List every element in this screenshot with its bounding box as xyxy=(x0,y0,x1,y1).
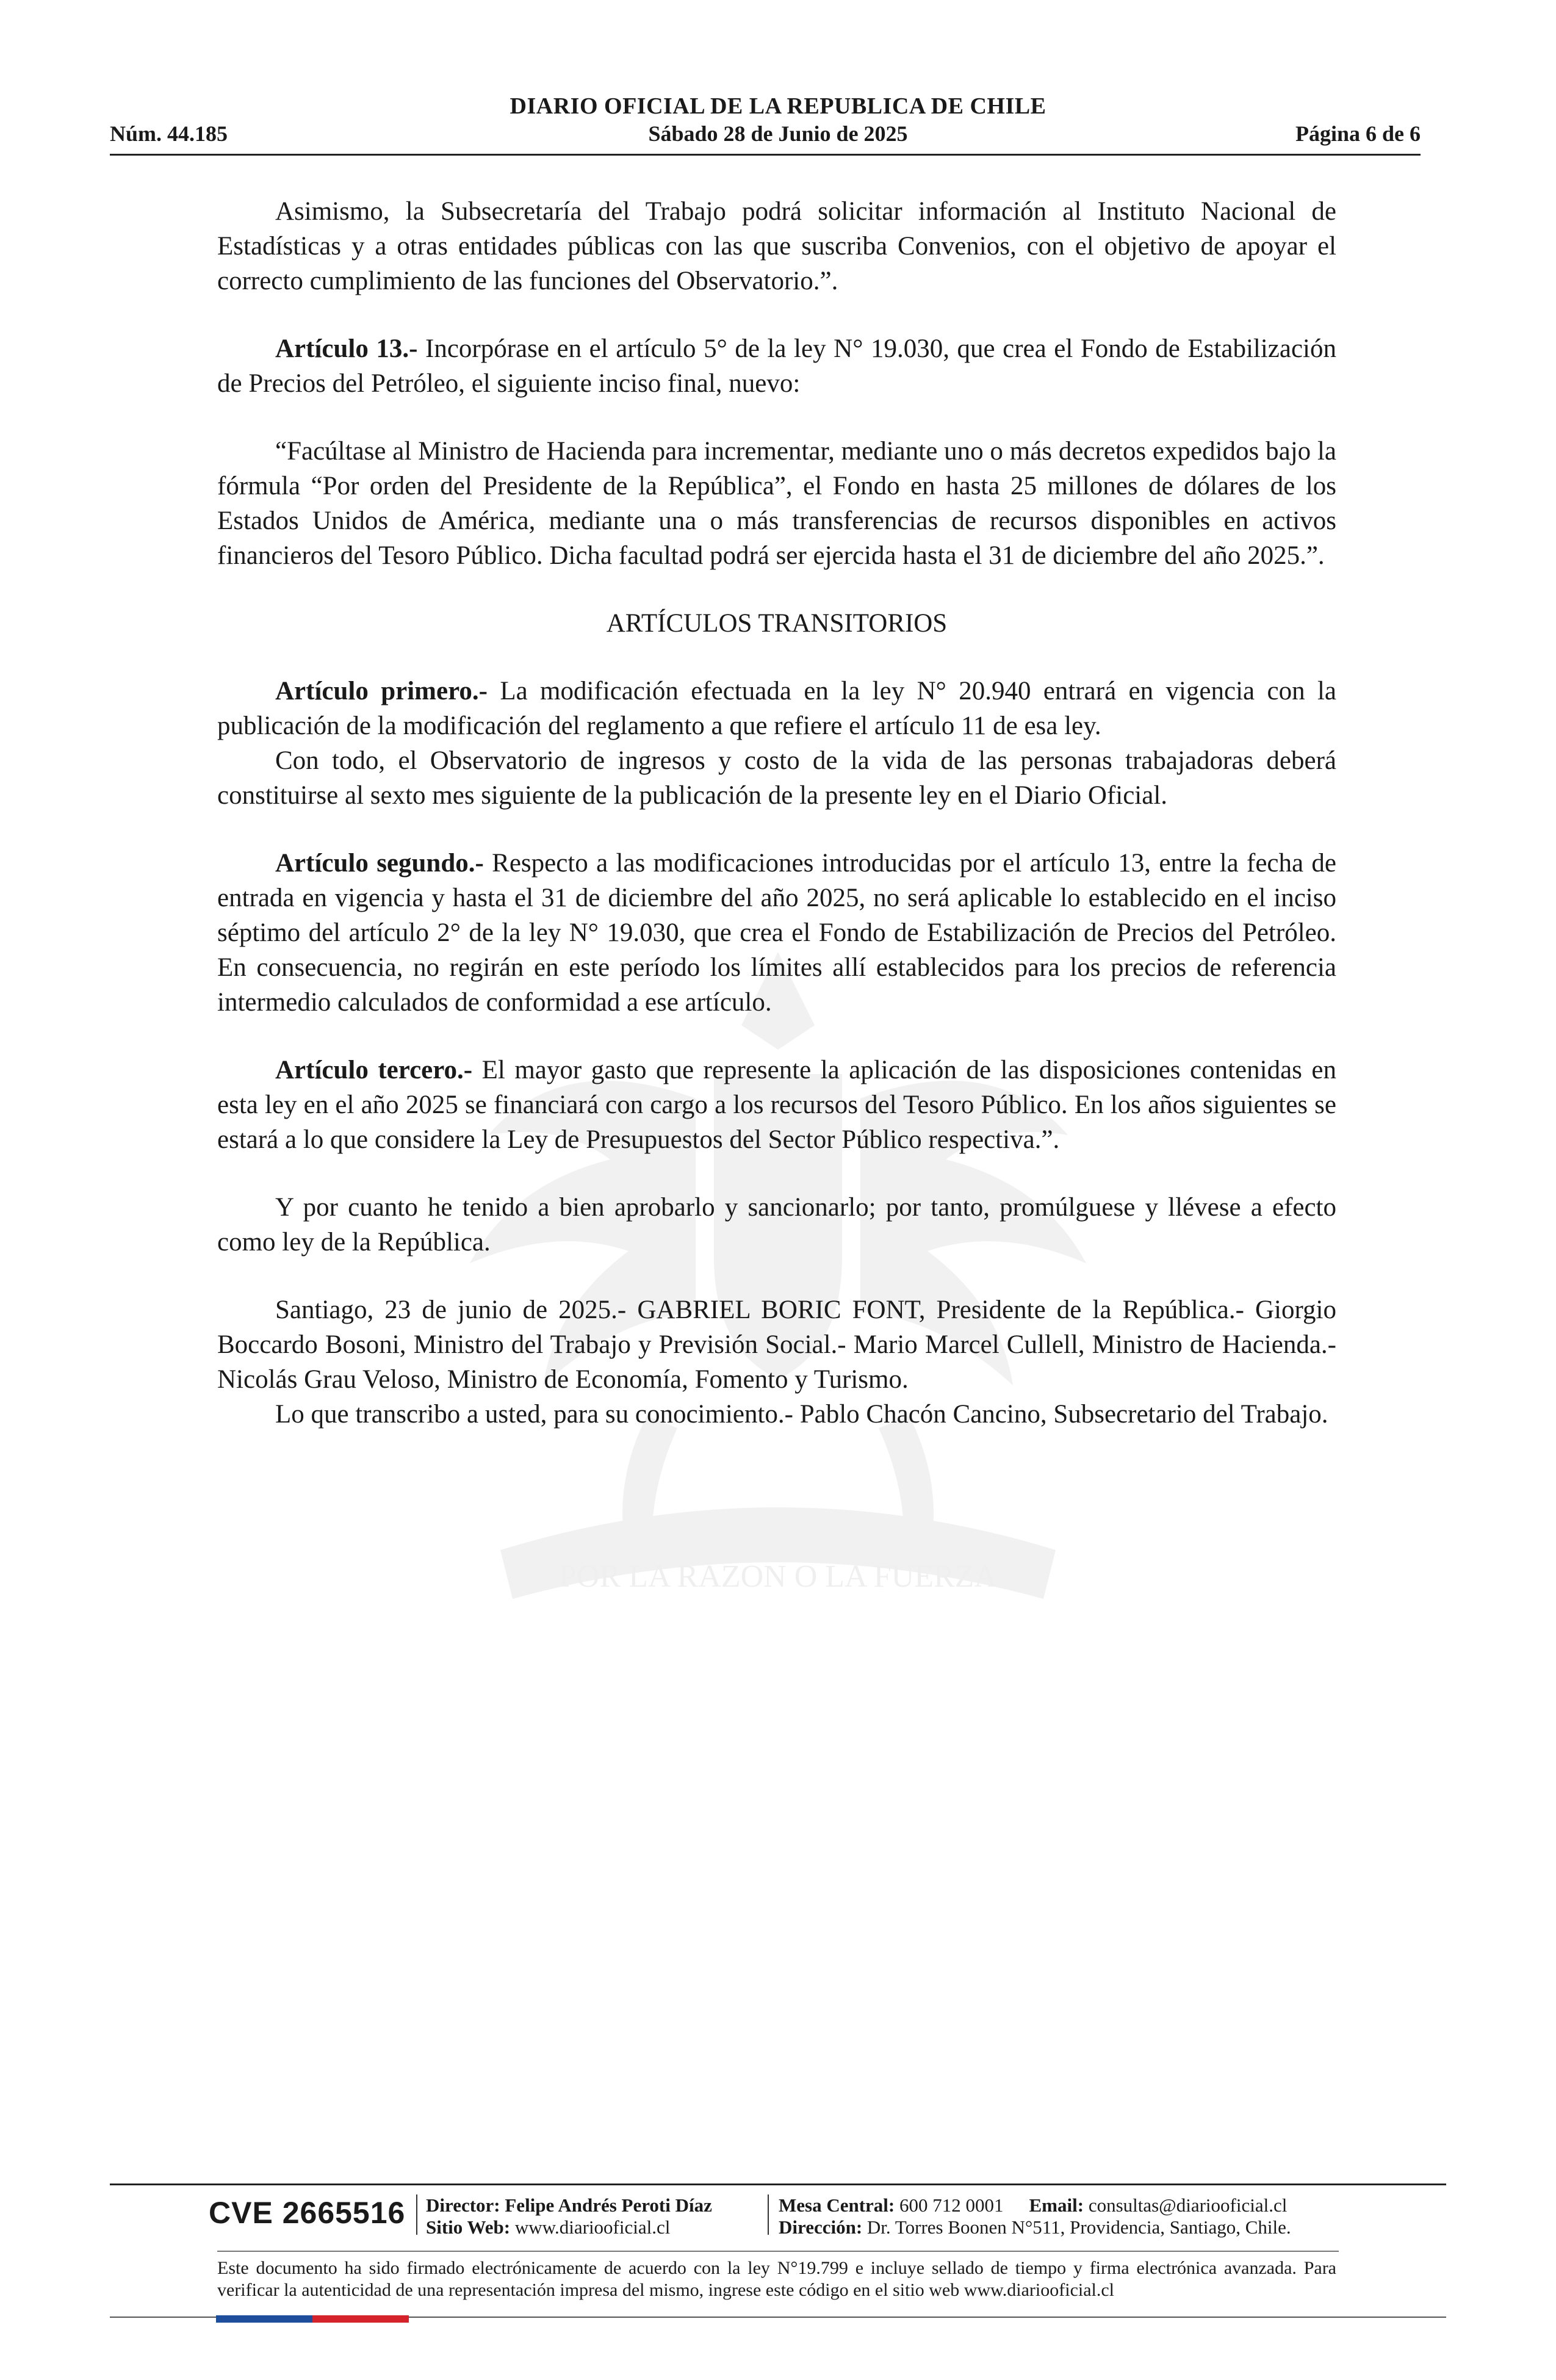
article-tercero-text: El mayor gasto que represente la aplicación de las disposiciones contenidas en esta ley en el año 2025 se financiará con cargo a los recursos del Tesoro Público. En los años siguientes se estará a lo que considere la Ley de Presupuestos del Sector Público respectiva.”. xyxy=(217,1056,1336,1154)
document-body xyxy=(217,194,1336,1432)
article-tercero-label: Artículo tercero.- xyxy=(275,1056,473,1084)
paragraph-asimismo: Asimismo, la Subsecretaría del Trabajo podrá solicitar información al Instituto Nacional de Estadísticas y a otras entidades públicas con las que suscriba Convenios, con el objetivo de apoyar el correcto cumplimiento de las funciones del Observatorio.”. xyxy=(217,197,1336,295)
article-13-label: Artículo 13.- xyxy=(275,334,418,363)
footer-divider-top xyxy=(110,2183,1446,2185)
article-segundo-label: Artículo segundo.- xyxy=(275,849,484,878)
address-label: Dirección: xyxy=(779,2216,863,2238)
paragraph-signatures: Santiago, 23 de junio de 2025.- GABRIEL BORIC FONT, Presidente de la República.- Giorgio Boccardo Bosoni, Ministro del Trabajo y Previsión Social.- Mario Marcel Cullell, Ministro de Hacienda.- Nicolás Grau Veloso, Ministro de Economía, Fomento y Turismo. xyxy=(217,1296,1336,1394)
header-divider xyxy=(110,154,1421,156)
section-heading-transitorios: ARTÍCULOS TRANSITORIOS xyxy=(606,609,948,638)
director-label: Director: xyxy=(426,2194,500,2216)
article-segundo-text: Respecto a las modificaciones introducidas por el artículo 13, entre la fecha de entrada en vigencia y hasta el 31 de diciembre del año 2025, no será aplicable lo establecido en el inciso séptimo del artículo 2° de la ley N° 19.030, que crea el Fondo de Estabilización de Precios del Petróleo. En consecuencia, no regirán en este período los límites allí establecidos para los precios de referencia intermedio calculados de conformidad a ese artículo. xyxy=(217,849,1337,1017)
website-link[interactable]: www.diariooficial.cl xyxy=(510,2216,671,2238)
paragraph-con-todo: Con todo, el Observatorio de ingresos y costo de la vida de las personas trabajadoras deberá constituirse al sexto mes siguiente de la publicación de la presente ley en el Diario Oficial. xyxy=(217,746,1336,810)
footer-separator xyxy=(416,2194,417,2235)
website-label: Sitio Web: xyxy=(426,2216,511,2238)
paragraph-quote-facultase: “Facúltase al Ministro de Hacienda para incrementar, mediante uno o más decretos expedidos bajo la fórmula “Por orden del Presidente de la República”, el Fondo en hasta 25 millones de dólares de los Estados Unidos de América, mediante una o más transferencias de recursos disponibles en activos financieros del Tesoro Público. Dicha facultad podrá ser ejercida hasta el 31 de diciembre del año 2025.”. xyxy=(217,437,1336,570)
mesa-central-label: Mesa Central: xyxy=(779,2194,895,2216)
footer-divider-middle xyxy=(217,2251,1339,2252)
paragraph-promulgation: Y por cuanto he tenido a bien aprobarlo y sancionarlo; por tanto, promúlguese y llévese a efecto como ley de la República. xyxy=(217,1193,1336,1257)
email-label: Email: xyxy=(1029,2194,1084,2216)
paragraph-articulo-tercero xyxy=(217,1053,1336,1157)
paragraph-articulo-segundo xyxy=(217,846,1336,1020)
footer-director-block xyxy=(426,2194,712,2238)
article-13-text: Incorpórase en el artículo 5° de la ley N° 19.030, que crea el Fondo de Estabilización de Precios del Petróleo, el siguiente inciso final, nuevo: xyxy=(217,334,1336,398)
issue-number: Núm. 44.185 xyxy=(110,121,228,146)
article-primero-text: La modificación efectuada en la ley N° 20.940 entrará en vigencia con la publicación de la modificación del reglamento a que refiere el artículo 11 de esa ley. xyxy=(217,677,1336,740)
page-indicator: Página 6 de 6 xyxy=(1295,121,1421,146)
director-value: Felipe Andrés Peroti Díaz xyxy=(500,2194,712,2216)
newspaper-title: DIARIO OFICIAL DE LA REPUBLICA DE CHILE xyxy=(510,93,1046,119)
article-primero-label: Artículo primero.- xyxy=(275,677,488,705)
footer-contact-block xyxy=(779,2194,1291,2238)
watermark-motto: POR LA RAZON O LA FUERZA xyxy=(559,1559,997,1594)
paragraph-closing: Lo que transcribo a usted, para su conocimiento.- Pablo Chacón Cancino, Subsecretario del Trabajo. xyxy=(275,1400,1328,1429)
email-link[interactable]: consultas@diariooficial.cl xyxy=(1084,2194,1288,2216)
paragraph-articulo-primero xyxy=(217,674,1336,743)
mesa-central-value: 600 712 0001 xyxy=(895,2194,1004,2216)
signature-notice: Este documento ha sido firmado electrónicamente de acuerdo con la ley N°19.799 e incluye sellado de tiempo y firma electrónica avanzada. Para verificar la autenticidad de una representación impresa del mismo, ingrese este código en el sitio web www.diariooficial.cl xyxy=(217,2258,1336,2300)
cve-code: CVE 2665516 xyxy=(209,2196,406,2230)
footer-separator xyxy=(768,2194,769,2235)
address-value: Dr. Torres Boonen N°511, Providencia, Santiago, Chile. xyxy=(862,2216,1291,2238)
flag-stripe-blue xyxy=(216,2315,312,2323)
flag-stripe-red xyxy=(312,2315,409,2323)
issue-date: Sábado 28 de Junio de 2025 xyxy=(648,121,908,146)
paragraph-articulo-13 xyxy=(217,331,1336,401)
